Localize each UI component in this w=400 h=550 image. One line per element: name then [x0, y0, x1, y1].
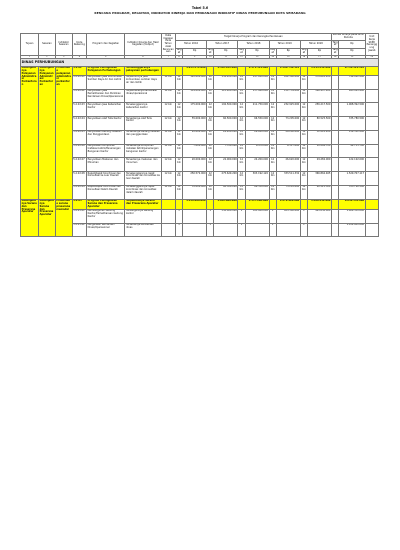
- program-cell: Rapat-Rapat Koordinasi dan Konsultasi ke Luar Daerah: [87, 172, 125, 186]
- data-capaian-cell: [161, 223, 175, 237]
- indikator-cell: Terbangunnya Gedung kantor: [125, 209, 161, 223]
- tujuan-cell: Meningkatnya Pelayanan Administrasi Perkantoran: [21, 67, 39, 200]
- program-cell: Penyediaan Jasa Kebersihan Kantor: [87, 103, 125, 117]
- kode-cell: 5.2.02.01: [72, 75, 86, 89]
- target-cell: [300, 199, 307, 209]
- rp-cell: 26.620.000: [245, 130, 269, 144]
- data-capaian-cell: 12 bln: [161, 75, 175, 89]
- indikator-cell: Terpeliharanya kendaraan dinas/operasional: [125, 89, 161, 103]
- rp-cell: 137.940.000: [245, 89, 269, 103]
- target-cell: 12 bln: [300, 89, 307, 103]
- target-cell: 1: [207, 223, 214, 237]
- kondisi-rp-cell: 1.032.000.000: [339, 223, 365, 237]
- table-row: [21, 186, 379, 200]
- unit-cell: [365, 223, 378, 237]
- data-capaian-cell: [161, 209, 175, 223]
- unit-cell: [365, 67, 378, 76]
- data-capaian-cell: [161, 199, 175, 209]
- kode-cell: 5.2.02: [72, 67, 86, 76]
- program-cell: Rapat-Rapat Koordinasi dan Konsultasi Dalam Daerah: [87, 186, 125, 200]
- data-capaian-cell: 12 bln: [161, 130, 175, 144]
- indikator-cell: Tersedianya kendaraan dinas: [125, 223, 161, 237]
- header-target-group: Target Kinerja Program dan Kerangka Pendanaan: [175, 34, 331, 41]
- target-cell: 12 bln: [269, 186, 276, 200]
- target-cell: 12 bln: [175, 89, 182, 103]
- target-cell: 1: [175, 209, 182, 223]
- rp-cell: 22.000.000: [183, 130, 207, 144]
- header-tahun-4: Tahun 2019: [269, 41, 300, 48]
- indikator-sasaran-cell: Prosentase pelayanan administrasi perkantoran: [55, 67, 72, 200]
- kode-cell: 5.2.02.04: [72, 117, 86, 131]
- rp-cell: 1.586.730.412: [276, 67, 300, 76]
- target-cell: [269, 67, 276, 76]
- target-cell: 12 bln: [238, 186, 245, 200]
- target-cell: 1: [175, 223, 182, 237]
- indikator-cell: Tersedianya barang cetakan dan penggandaan: [125, 130, 161, 144]
- target-cell: 12 bln: [238, 103, 245, 117]
- column-number: 15: [276, 55, 300, 58]
- rp-cell: [245, 223, 269, 237]
- indikator-cell: Terselenggaranya pelayanan perhubungan: [125, 67, 161, 76]
- target-cell: 1: [238, 209, 245, 223]
- unit-cell: [365, 89, 378, 103]
- column-number: 14: [269, 55, 276, 58]
- sasaran-cell: Meningkatnya Sarana dan Prasarana Aparatur: [39, 199, 56, 237]
- target-cell: 12 bln: [238, 172, 245, 186]
- unit-cell: [365, 199, 378, 209]
- column-number: 4: [72, 55, 86, 58]
- rp-cell: 7.000.000: [183, 144, 207, 158]
- rp-cell: 24.200.000: [245, 158, 269, 172]
- rp-cell: 175.000.000: [183, 103, 207, 117]
- rp-cell: 73.205.000: [276, 117, 300, 131]
- program-cell: Pengadaan Kendaraan Dinas/Operasional: [87, 223, 125, 237]
- column-number: 3: [55, 55, 72, 58]
- program-cell: Penyediaan Barang Cetakan dan Penggandaan: [87, 130, 125, 144]
- data-capaian-cell: 12 bln: [161, 144, 175, 158]
- header-data-capaian: Data Capaian Pada Tahun Awal Perencanaan: [161, 34, 175, 56]
- rp-cell: 151.734.000: [276, 89, 300, 103]
- data-capaian-cell: 12 bln: [161, 186, 175, 200]
- kondisi-rp-cell: 695.981.400: [339, 89, 365, 103]
- target-cell: 12 bln: [269, 158, 276, 172]
- rp-cell: 66.550.000: [245, 186, 269, 200]
- header-target: Target: [270, 48, 276, 54]
- rp-cell: 250.572.000: [183, 172, 207, 186]
- kondisi-target-cell: [332, 186, 339, 200]
- rp-cell: 134.200.000: [214, 75, 238, 89]
- kondisi-target-cell: [332, 172, 339, 186]
- target-cell: 12 bln: [207, 144, 214, 158]
- kondisi-target-cell: [332, 117, 339, 131]
- rp-cell: 80.525.500: [308, 117, 332, 131]
- header-indikator-sasaran: Indikator Sasaran: [55, 34, 72, 56]
- target-cell: 12 bln: [238, 130, 245, 144]
- kondisi-target-cell: [332, 199, 339, 209]
- column-number: 18: [332, 55, 339, 58]
- program-cell: Penyediaan Jasa Pemeliharaan dan Perizinan Kendaraan Dinas/Operasional: [87, 89, 125, 103]
- rp-cell: 22.000.000: [214, 158, 238, 172]
- rp-cell: 1.150.000.000: [183, 199, 207, 209]
- indikator-sasaran-cell: Prosentase sarana prasarana memadai: [55, 199, 72, 237]
- rp-cell: 32.210.200: [308, 130, 332, 144]
- sasaran-cell: Meningkatnya Pelayanan Administrasi Perkantoran: [39, 67, 56, 200]
- program-cell: Pembangunan Gedung Kantor/Pemeliharaan Gedung Kantor: [87, 209, 125, 223]
- kode-cell: 5.2.03: [72, 199, 86, 209]
- rp-cell: 10.248.700: [308, 144, 332, 158]
- column-number: 11: [214, 55, 238, 58]
- data-capaian-cell: 12 bln: [161, 172, 175, 186]
- kode-cell: 5.2.03.02: [72, 223, 86, 237]
- program-cell: Penyediaan Alat Tulis Kantor: [87, 117, 125, 131]
- target-cell: [269, 199, 276, 209]
- kondisi-target-cell: [332, 223, 339, 237]
- kondisi-rp-cell: 1.624.350.000: [339, 209, 365, 223]
- indikator-cell: Terpenuhinya Sarana dan Prasarana Aparatur: [125, 199, 161, 209]
- section-title: DINAS PERHUBUNGAN: [21, 59, 379, 67]
- table-row: [21, 172, 379, 186]
- rp-cell: 114.000.000: [183, 89, 207, 103]
- rp-cell: 385.000.000: [245, 209, 269, 223]
- target-cell: 12 bln: [300, 144, 307, 158]
- indikator-cell: Terpenuhinya jasa komunikasi, sumber daya air dan listrik: [125, 75, 161, 89]
- target-cell: 12 bln: [238, 117, 245, 131]
- target-cell: 12 bln: [207, 75, 214, 89]
- kode-cell: 5.2.02.07: [72, 158, 86, 172]
- rp-cell: 29.282.000: [276, 130, 300, 144]
- kondisi-target-cell: [332, 130, 339, 144]
- target-cell: 12 bln: [238, 158, 245, 172]
- header-program: Program dan Kegiatan: [87, 34, 125, 56]
- data-capaian-cell: 12 bln: [161, 103, 175, 117]
- column-number: 7: [161, 55, 175, 58]
- target-cell: 12 bln: [269, 117, 276, 131]
- data-capaian-cell: 12 bln: [161, 89, 175, 103]
- rp-cell: [214, 223, 238, 237]
- column-number: 8: [175, 55, 182, 58]
- rp-cell: 303.192.120: [245, 172, 269, 186]
- rp-cell: 366.862.465: [308, 172, 332, 186]
- target-cell: 12 bln: [269, 103, 276, 117]
- target-cell: [238, 67, 245, 76]
- header-tahun-5: Tahun 2020: [300, 41, 331, 48]
- rp-cell: [276, 223, 300, 237]
- unit-cell: [365, 209, 378, 223]
- target-cell: 12 bln: [207, 103, 214, 117]
- header-rp: Rp: [276, 48, 300, 55]
- rp-cell: 60.500.000: [214, 186, 238, 200]
- rp-cell: 55.000.000: [183, 186, 207, 200]
- section-row: [21, 59, 379, 67]
- rp-cell: 60.500.000: [214, 117, 238, 131]
- column-number: 16: [300, 55, 307, 58]
- target-cell: 12 bln: [207, 172, 214, 186]
- rp-cell: 1.413.432.000: [308, 67, 332, 76]
- header-sasaran: Sasaran: [39, 34, 56, 56]
- header-target: Target: [301, 48, 307, 54]
- target-cell: 12 bln: [175, 103, 182, 117]
- unit-cell: [365, 144, 378, 158]
- rp-cell: 147.620.000: [245, 75, 269, 89]
- unit-cell: [365, 75, 378, 89]
- target-cell: 12 bln: [175, 144, 182, 158]
- rp-cell: 211.750.000: [245, 103, 269, 117]
- kondisi-rp-cell: 42.735.700: [339, 144, 365, 158]
- target-cell: 12 bln: [269, 75, 276, 89]
- rp-cell: 192.500.000: [214, 103, 238, 117]
- column-number: 6: [125, 55, 161, 58]
- rp-cell: 29.282.000: [308, 158, 332, 172]
- rp-cell: 20.000.000: [183, 158, 207, 172]
- target-cell: 12 bln: [238, 144, 245, 158]
- rp-cell: 465.850.000: [308, 209, 332, 223]
- header-rp: Rp: [245, 48, 269, 55]
- target-cell: 12 bln: [175, 75, 182, 89]
- table-row: [21, 158, 379, 172]
- header-tahun-3: Tahun 2018: [238, 41, 269, 48]
- kondisi-target-cell: [332, 103, 339, 117]
- kondisi-rp-cell: 6.741.521.112: [339, 67, 365, 76]
- kode-cell: 5.2.02.06: [72, 144, 86, 158]
- unit-cell: [365, 117, 378, 131]
- data-capaian-cell: [161, 67, 175, 76]
- rp-cell: 7.700.000: [214, 144, 238, 158]
- rp-cell: 8.470.000: [245, 144, 269, 158]
- target-cell: [175, 199, 182, 209]
- header-unit: Unit Kerja SKPD Penanggung Jawab: [365, 34, 378, 56]
- target-cell: 12 bln: [269, 130, 276, 144]
- header-kondisi-target: Target: [332, 40, 338, 47]
- program-cell: Program Peningkatan Pelayanan Perhubungan: [87, 67, 125, 76]
- target-cell: 1: [300, 209, 307, 223]
- program-cell: Penyediaan Komponen Instalasi Listrik/Penerangan Bangunan Kantor: [87, 144, 125, 158]
- unit-cell: [365, 130, 378, 144]
- document-title: RENCANA PROGRAM, KEGIATAN, INDIKATOR KINERJA DAN PENDANAAN INDIKATIF DINAS PERHUBUNGAN KOTA SEMARANG: [94, 11, 306, 15]
- program-cell: Penyediaan Jasa Komunikasi Sumber Daya Air dan Listrik: [87, 75, 125, 89]
- kondisi-rp-cell: 6.032.332.000: [339, 199, 365, 209]
- rp-cell: 1.400.212.000: [308, 199, 332, 209]
- rp-cell: 1.471.311.000: [245, 67, 269, 76]
- target-cell: 12 bln: [175, 117, 182, 131]
- table-row: [21, 89, 379, 103]
- target-cell: 1: [238, 223, 245, 237]
- kondisi-target-cell: [332, 209, 339, 223]
- column-number: 20: [365, 55, 378, 58]
- kondisi-target-cell: [332, 75, 339, 89]
- rp-cell: 333.511.332: [276, 172, 300, 186]
- rp-cell: 55.000.000: [183, 117, 207, 131]
- header-rp: Rp: [183, 48, 207, 55]
- rp-cell: 9.317.000: [276, 144, 300, 158]
- header-kondisi-rp: Rp: [339, 41, 365, 48]
- header-target: Target: [332, 48, 338, 54]
- kondisi-rp-cell: 122.102.000: [339, 158, 365, 172]
- target-cell: 12 bln: [300, 172, 307, 186]
- table-row: [21, 209, 379, 223]
- kondisi-target-cell: [332, 158, 339, 172]
- header-rp: Rp: [308, 48, 332, 55]
- target-cell: 12 bln: [207, 186, 214, 200]
- program-table: [20, 33, 379, 237]
- column-number: 10: [207, 55, 214, 58]
- rp-cell: 275.629.200: [214, 172, 238, 186]
- target-cell: 1: [300, 223, 307, 237]
- indikator-cell: Terselenggaranya rapat koordinasi dan konsultasi ke luar daerah: [125, 172, 161, 186]
- table-row: [21, 103, 379, 117]
- target-cell: 12 bln: [175, 186, 182, 200]
- table-row: [21, 75, 379, 89]
- unit-cell: [365, 103, 378, 117]
- target-cell: 12 bln: [300, 117, 307, 131]
- indikator-cell: Tersedianya makanan dan minuman: [125, 158, 161, 172]
- table-body: [21, 59, 379, 237]
- tujuan-cell: Meningkatnya Sarana dan Prasarana Aparatur: [21, 199, 39, 237]
- rp-cell: 350.000.000: [214, 209, 238, 223]
- rp-cell: 162.382.000: [276, 75, 300, 89]
- data-capaian-cell: 12 bln: [161, 158, 175, 172]
- header-tujuan: Tujuan: [21, 34, 39, 56]
- rp-cell: 1.052.000.000: [214, 199, 238, 209]
- indikator-cell: Terselenggaranya rapat koordinasi dan konsultasi dalam daerah: [125, 186, 161, 200]
- kondisi-target-cell: [332, 67, 339, 76]
- kode-cell: 5.2.02.05: [72, 130, 86, 144]
- column-number: 2: [39, 55, 56, 58]
- target-cell: [207, 67, 214, 76]
- target-cell: 12 bln: [269, 172, 276, 186]
- target-cell: [300, 67, 307, 76]
- target-cell: 12 bln: [300, 103, 307, 117]
- unit-cell: [365, 172, 378, 186]
- table-row: [21, 144, 379, 158]
- target-cell: 12 bln: [175, 172, 182, 186]
- kondisi-rp-cell: 335.780.500: [339, 117, 365, 131]
- kode-cell: 5.2.02.02: [72, 89, 86, 103]
- header-target: Target: [207, 48, 213, 54]
- target-cell: 12 bln: [300, 186, 307, 200]
- header-indikator-kinerja: Indikator Kinerja dan Hasil Kegiatan (Output): [125, 34, 161, 56]
- target-cell: 12 bln: [175, 158, 182, 172]
- column-number: 17: [308, 55, 332, 58]
- kondisi-rp-cell: 335.780.500: [339, 186, 365, 200]
- rp-cell: 73.205.000: [276, 186, 300, 200]
- kondisi-rp-cell: 1.529.767.117: [339, 172, 365, 186]
- rp-cell: 80.525.500: [308, 186, 332, 200]
- table-number: Tabel 5.6: [191, 6, 209, 10]
- kode-cell: 5.2.02.08: [72, 172, 86, 186]
- kode-cell: 5.2.02.09: [72, 186, 86, 200]
- table-row: [21, 117, 379, 131]
- rp-cell: 24.200.000: [214, 130, 238, 144]
- rp-cell: [183, 209, 207, 223]
- table-row: [21, 67, 379, 76]
- table-row: [21, 130, 379, 144]
- column-number: 5: [87, 55, 125, 58]
- rp-cell: 1.356.632.000: [214, 67, 238, 76]
- indikator-cell: Tersedianya Alat Tulis Kantor: [125, 117, 161, 131]
- rp-cell: 122.000.000: [183, 75, 207, 89]
- target-cell: 12 bln: [238, 75, 245, 89]
- column-number: 12: [238, 55, 245, 58]
- kode-cell: 5.2.02.03: [72, 103, 86, 117]
- header-rp: Rp: [214, 48, 238, 55]
- target-cell: 12 bln: [269, 144, 276, 158]
- kondisi-target-cell: [332, 144, 339, 158]
- target-cell: 12 bln: [207, 158, 214, 172]
- target-cell: [175, 67, 182, 76]
- target-cell: 12 bln: [300, 130, 307, 144]
- rp-cell: 26.620.000: [276, 158, 300, 172]
- rp-cell: 1.157.200.000: [245, 199, 269, 209]
- target-cell: 12 bln: [207, 130, 214, 144]
- target-cell: 12 bln: [207, 89, 214, 103]
- target-cell: 12 bln: [300, 158, 307, 172]
- rp-cell: 1.272.920.000: [276, 199, 300, 209]
- column-number: 9: [183, 55, 207, 58]
- rp-cell: [308, 223, 332, 237]
- program-cell: Penyediaan Makanan dan Minuman: [87, 158, 125, 172]
- header-target: Target: [176, 48, 182, 54]
- rp-cell: 1.231.572.000: [183, 67, 207, 76]
- target-cell: 12 bln: [175, 130, 182, 144]
- rp-cell: 178.620.200: [308, 75, 332, 89]
- indikator-cell: Terselenggaranya kebersihan kantor: [125, 103, 161, 117]
- header-kondisi-akhir: Kondisi Kinerja pada Akhir Periode: [332, 33, 364, 40]
- rp-cell: 232.925.000: [276, 103, 300, 117]
- target-cell: [238, 199, 245, 209]
- unit-cell: [365, 158, 378, 172]
- target-cell: 1: [207, 209, 214, 223]
- column-number: 1: [21, 55, 39, 58]
- indikator-cell: Tersedianya komponen instalasi listrik/penerangan bangunan kantor: [125, 144, 161, 158]
- target-cell: 12 bln: [238, 89, 245, 103]
- table-row: [21, 223, 379, 237]
- column-number: 19: [339, 55, 365, 58]
- table-row: [21, 199, 379, 209]
- target-cell: [207, 199, 214, 209]
- header-rp: Rp: [339, 48, 365, 55]
- rp-cell: 423.500.000: [276, 209, 300, 223]
- column-number: 13: [245, 55, 269, 58]
- kondisi-rp-cell: 1.068.392.500: [339, 103, 365, 117]
- target-cell: 12 bln: [269, 89, 276, 103]
- rp-cell: [183, 223, 207, 237]
- rp-cell: 166.907.400: [308, 89, 332, 103]
- target-cell: 12 bln: [207, 117, 214, 131]
- unit-cell: [365, 186, 378, 200]
- rp-cell: 125.400.000: [214, 89, 238, 103]
- rp-cell: 256.217.500: [308, 103, 332, 117]
- header-target: Target: [238, 48, 244, 54]
- rp-cell: 66.550.000: [245, 117, 269, 131]
- kondisi-rp-cell: 134.312.200: [339, 130, 365, 144]
- kondisi-rp-cell: 744.822.200: [339, 75, 365, 89]
- target-cell: 12 bln: [300, 75, 307, 89]
- header-kode: Kode Rekening: [72, 34, 86, 56]
- target-cell: 1: [269, 209, 276, 223]
- kode-cell: 5.2.03.01: [72, 209, 86, 223]
- target-cell: 1: [269, 223, 276, 237]
- header-tahun-2: Tahun 2017: [207, 41, 238, 48]
- kondisi-target-cell: [332, 89, 339, 103]
- program-cell: Program Peningkatan Sarana dan Prasarana Aparatur: [87, 199, 125, 209]
- data-capaian-cell: 12 bln: [161, 117, 175, 131]
- header-tahun-1: Tahun 2016: [175, 41, 206, 48]
